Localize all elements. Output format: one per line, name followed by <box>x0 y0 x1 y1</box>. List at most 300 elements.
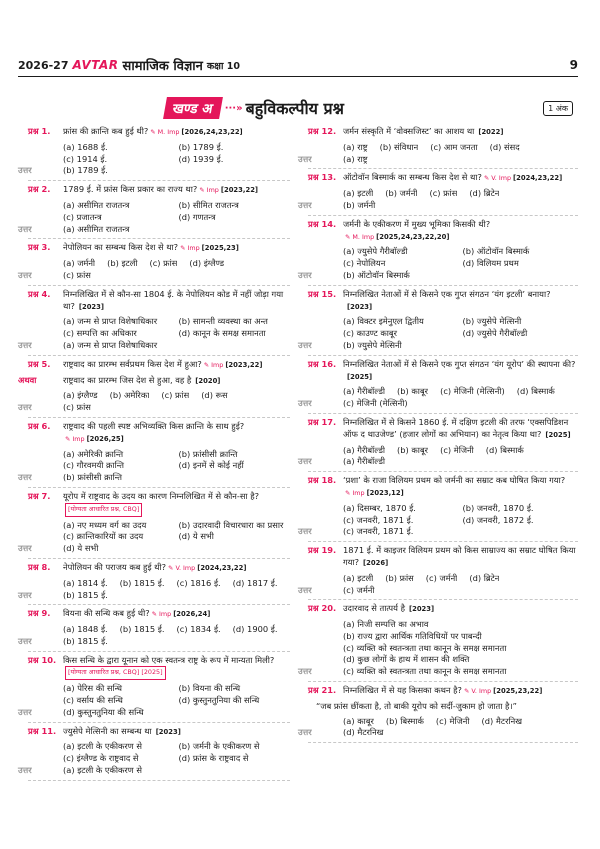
importance-tag <box>77 302 104 314</box>
option-item: (a) काबूर <box>343 715 374 726</box>
option-item: (d) इनमें से कोई नहीं <box>178 460 244 471</box>
option-item: (d) रूस <box>201 390 228 401</box>
answer-text: (b) ज्युसेपे मेत्सिनी <box>343 339 402 350</box>
answer-text: (c) जनवरी, 1871 ई. <box>343 526 414 537</box>
edit-icon: ✎ <box>483 174 492 183</box>
edit-icon: ✎ <box>199 186 207 195</box>
question-text: उदारवाद से तात्पर्य है <box>343 603 405 614</box>
option-item: (a) राष्ट्र <box>343 141 368 152</box>
exam-years-value: [2020] <box>195 376 221 385</box>
option-item: (c) गौरवमयी क्रान्ति <box>63 460 125 471</box>
question-number: प्रश्न 12. <box>308 126 337 136</box>
question-item <box>28 655 290 681</box>
option-item: (a) 1848 ई. <box>63 624 108 635</box>
option-item: (b) बिस्मार्क <box>385 715 424 726</box>
question-item <box>28 289 290 314</box>
answer-line <box>298 526 578 538</box>
option-item: (a) अमेरिकी क्रान्ति <box>63 448 124 459</box>
options-list <box>308 503 578 527</box>
divider <box>308 413 578 414</box>
option-item: (a) विक्टर इमेनुएल द्वितीय <box>343 316 424 327</box>
option-item: (c) 1816 ई. <box>176 577 221 588</box>
question-number: प्रश्न 4. <box>28 288 51 299</box>
options-list <box>28 683 290 707</box>
importance-tag <box>65 434 124 446</box>
question-item <box>28 608 290 621</box>
importance-label: M. Imp <box>352 232 375 241</box>
option-item: (a) 1814 ई. <box>63 577 108 588</box>
question-item <box>308 685 578 698</box>
question-number: प्रश्न 6. <box>28 420 51 431</box>
edit-icon: ✎ <box>463 687 472 696</box>
option-item: (d) ज्युसेपे गैरीबॉल्डी <box>462 328 528 339</box>
option-item: (b) सामन्ती व्यवस्था का अन्त <box>178 316 268 327</box>
question-number: प्रश्न 18. <box>308 475 337 486</box>
option-item: (b) काबूर <box>397 386 429 397</box>
importance-label: V. Imp <box>471 687 492 696</box>
section-heading <box>165 97 344 119</box>
answer-label: उत्तर <box>18 339 32 350</box>
importance-label: Imp <box>159 610 172 619</box>
question-item <box>308 545 578 570</box>
question-text: राष्ट्रवाद की पहली स्पष्ट अभिव्यक्ति किस क्रान्ति के साथ हुई? <box>63 420 245 431</box>
divider <box>28 417 290 418</box>
question-item <box>308 417 578 442</box>
running-header <box>18 56 578 74</box>
exam-years: [2025] <box>347 372 373 381</box>
question-text: निम्नलिखित में से किसने 1860 ई. में दक्षिण इटली की तरफ ‘एक्सपिडिशन ऑफ द थाउजेण्ड’ (हजार लोगों का अभियान) का नेतृत्व किया था? <box>343 416 569 439</box>
answer-text: (b) जर्मनी <box>343 199 376 210</box>
question-item <box>28 562 290 575</box>
question-item <box>28 126 290 139</box>
answer-text: (d) मैटरनिख <box>343 727 384 738</box>
answer-label: उत्तर <box>18 589 32 600</box>
option-item: (a) जर्मनी <box>63 258 96 269</box>
answer-line <box>18 339 290 352</box>
option-item: (a) नए मध्यम वर्ग का उदय <box>63 519 147 530</box>
divider <box>28 238 290 239</box>
answer-label: उत्तर <box>298 269 312 280</box>
divider <box>28 558 290 559</box>
exam-years: [2023,12] <box>366 488 404 497</box>
answer-label: उत्तर <box>298 456 312 467</box>
divider <box>28 722 290 723</box>
importance-tag <box>65 666 166 680</box>
answer-line <box>298 584 578 597</box>
answer-text: (a) जन्म से प्राप्त विशेषाधिकार <box>63 339 158 350</box>
exam-years: [2026,24] <box>173 610 211 619</box>
option-item: (c) फ्रांस <box>161 390 190 401</box>
option-item: (c) सम्पत्ति का अधिकार <box>63 328 137 339</box>
answer-text: (d) ये सभी <box>63 543 99 554</box>
option-item: (a) 1688 ई. <box>63 141 108 152</box>
question-item <box>308 475 578 500</box>
question-number: प्रश्न 21. <box>308 685 337 696</box>
importance-label: Imp <box>352 488 365 497</box>
exam-years: [2023] <box>78 302 104 311</box>
divider <box>308 168 578 169</box>
answer-label: उत्तर <box>298 526 312 537</box>
left-column <box>18 126 290 784</box>
question-number: प्रश्न 17. <box>308 416 337 427</box>
option-item: (c) काउण्ट काबूर <box>343 328 398 339</box>
importance-label: Imp <box>187 244 200 253</box>
question-number: प्रश्न 3. <box>28 242 51 253</box>
divider <box>308 355 578 356</box>
option-item: (b) फ्रांसीसी क्रान्ति <box>178 448 238 459</box>
options-list <box>308 445 578 457</box>
answer-label: उत्तर <box>18 472 32 483</box>
importance-tag <box>204 360 263 372</box>
option-item: (b) सीमित राजतन्त्र <box>178 199 239 210</box>
edit-icon: ✎ <box>65 434 73 443</box>
option-item: (a) पेरिस की सन्धि <box>63 683 123 694</box>
option-item: (d) कुछ लोगों के हाथ में शासन की शक्ति <box>343 654 470 665</box>
page-number: 9 <box>569 58 578 72</box>
options-list <box>308 716 578 728</box>
answer-line <box>18 223 290 236</box>
option-item: (a) दिसम्बर, 1870 ई. <box>343 502 416 513</box>
question-text: वियना की सन्धि कब हुई थी? <box>63 608 150 619</box>
question-number: प्रश्न 16. <box>308 358 337 369</box>
question-item <box>28 421 290 446</box>
question-text: नेपोलियन की पराजय कब हुई थी? <box>63 561 167 572</box>
class-label: कक्षा 10 <box>206 60 240 72</box>
option-item: (a) गैरीबॉल्डी <box>343 386 386 397</box>
options-list <box>28 520 290 544</box>
question-item <box>308 219 578 244</box>
importance-tag <box>407 604 434 616</box>
exam-years: [2026,25] <box>86 434 124 443</box>
exam-years: [2023] <box>347 302 373 311</box>
alternate-label: अथवा <box>18 374 37 385</box>
edit-icon: ✎ <box>203 360 212 369</box>
importance-label: Imp <box>72 434 85 443</box>
question-item <box>308 603 578 616</box>
options-list <box>28 624 290 636</box>
option-item: (d) मैटरनिख <box>481 715 523 726</box>
options-list <box>28 142 290 166</box>
answer-label: उत्तर <box>18 635 32 646</box>
answer-text: (a) इटली के एकीकरण से <box>63 765 142 776</box>
answer-line <box>18 472 290 484</box>
answer-line <box>18 402 290 414</box>
exam-years: [2022] <box>478 128 504 136</box>
option-item: (a) इटली <box>343 188 374 199</box>
importance-label: V. Imp <box>491 174 512 183</box>
importance-tag <box>152 609 211 621</box>
answer-label: उत्तर <box>298 666 312 677</box>
importance-tag <box>180 243 239 255</box>
section-title: बहुविकल्पीय प्रश्न <box>245 99 344 118</box>
divider <box>28 651 290 652</box>
edit-icon: ✎ <box>168 563 176 572</box>
answer-line <box>298 456 578 468</box>
divider <box>28 780 290 781</box>
option-item: (c) मेजिनी <box>435 715 470 726</box>
question-text: निम्नलिखित में से यह किसका कथन है? <box>343 685 462 696</box>
divider <box>28 487 290 488</box>
divider <box>28 285 290 286</box>
question-text: जर्मन संस्कृति में ‘वोक्सजिस्ट’ का आशय था <box>343 126 475 136</box>
question-text: ज्युसेपे मेत्सिनी का सम्बन्ध था <box>63 725 152 736</box>
options-list <box>308 142 578 154</box>
option-item: (b) इटली <box>107 258 138 269</box>
option-item: (c) 1914 ई. <box>63 153 108 164</box>
question-number: प्रश्न 15. <box>308 288 337 299</box>
answer-line <box>18 165 290 177</box>
option-item: (c) मेजिनी <box>440 444 474 455</box>
option-item: (d) बिस्मार्क <box>485 444 524 455</box>
right-column <box>298 126 578 746</box>
question-text: फ्रांस की क्रान्ति कब हुई थी? <box>63 126 149 136</box>
answer-text: (c) फ्रांस <box>63 269 91 280</box>
question-text: 1871 ई. में काइजर विलियम प्रथम को किस साम्राज्य का सम्राट घोषित किया गया? <box>343 545 576 567</box>
question-item <box>28 726 290 739</box>
section-tag: खण्ड अ <box>163 97 223 119</box>
answer-line <box>298 727 578 739</box>
option-item: (d) इंग्लैण्ड <box>189 258 225 269</box>
answer-line <box>18 589 290 602</box>
question-text: जर्मनी के एकीकरण में मुख्य भूमिका किसकी थी? <box>343 218 491 229</box>
option-item: (c) प्रजातन्त्र <box>63 211 102 222</box>
option-item: (d) कुस्तुनतुनिया की सन्धि <box>178 695 260 706</box>
answer-label: उत्तर <box>18 402 32 413</box>
option-item: (b) काबूर <box>397 444 429 455</box>
answer-line <box>18 269 290 282</box>
exam-years: [2025] <box>545 430 571 439</box>
exam-years: [2023,22] <box>225 360 263 369</box>
option-item: (b) वियना की सन्धि <box>178 683 241 694</box>
answer-text: (c) मेजिनी (मेत्सिनी) <box>343 398 408 409</box>
answer-text: (a) गैरीबॉल्डी <box>343 456 386 467</box>
option-item: (b) फ्रांस <box>385 572 414 583</box>
importance-tag <box>199 185 258 197</box>
options-list <box>308 619 578 666</box>
option-item: (b) जर्मनी <box>385 188 418 199</box>
exam-years: [2025,23] <box>201 244 239 253</box>
question-number: प्रश्न 13. <box>308 172 337 183</box>
question-text: 1789 ई. में फ्रांस किस प्रकार का राज्य था? <box>63 184 198 195</box>
importance-label: Imp <box>211 360 224 369</box>
arrow-icon: ···» <box>224 102 243 114</box>
option-item: (d) 1900 ई. <box>232 624 278 635</box>
answer-text: (c) व्यक्ति को स्वतन्त्रता तथा कानून के समक्ष समानता <box>343 666 507 677</box>
importance-tag <box>476 127 503 139</box>
options-list <box>28 741 290 765</box>
question-item <box>28 359 290 372</box>
option-item: (d) ब्रिटेन <box>469 572 500 583</box>
answer-label: उत्तर <box>298 153 312 164</box>
competency-tag: [योग्यता आधारित प्रश्न, CBQ] [2025] <box>68 668 163 677</box>
importance-tag <box>345 488 404 500</box>
answer-text: (c) जर्मनी <box>343 584 375 595</box>
divider <box>308 599 578 600</box>
answer-line <box>18 706 290 719</box>
importance-label: V. Imp <box>175 563 196 572</box>
answer-line <box>298 199 578 212</box>
exam-years: [2026] <box>363 558 389 567</box>
option-item: (c) व्यक्ति को स्वतन्त्रता तथा कानून के समक्ष समानता <box>343 642 507 653</box>
option-item: (c) फ्रांस <box>149 258 178 269</box>
importance-tag <box>154 727 181 739</box>
option-item: (a) गैरीबॉल्डी <box>343 444 386 455</box>
importance-tag <box>65 503 142 517</box>
option-item: (b) ज्युसेपे मेत्सिनी <box>462 316 522 327</box>
competency-tag: [योग्यता आधारित प्रश्न, CBQ] <box>68 504 140 513</box>
answer-text: (d) कुस्तुनतुनिया की सन्धि <box>63 706 144 717</box>
question-item <box>308 359 578 384</box>
divider <box>308 681 578 682</box>
option-item: (c) फ्रांस <box>429 188 458 199</box>
option-item: (b) जनवरी, 1870 ई. <box>462 502 534 513</box>
answer-label: उत्तर <box>18 706 32 717</box>
option-item: (b) जर्मनी के एकीकरण से <box>178 741 260 752</box>
answer-label: उत्तर <box>18 165 32 176</box>
question-text: ‘प्रशा’ के राजा विलियम प्रथम को जर्मनी का सम्राट कब घोषित किया गया? <box>343 475 566 486</box>
option-item: (b) 1815 ई. <box>119 624 165 635</box>
answer-line <box>298 666 578 678</box>
answer-label: उत्तर <box>18 765 32 776</box>
edition-year: 2026-27 <box>18 58 69 72</box>
question-number: प्रश्न 10. <box>28 654 57 665</box>
question-text: नेपोलियन का सम्बन्ध किस देश से था? <box>63 242 179 253</box>
answer-label: उत्तर <box>298 339 312 350</box>
options-list <box>308 573 578 585</box>
divider <box>308 541 578 542</box>
options-list <box>308 316 578 340</box>
option-item: (d) फ्रांस के राष्ट्रवाद से <box>178 753 249 764</box>
option-item: (d) ब्रिटेन <box>469 188 500 199</box>
answer-label: उत्तर <box>18 269 32 280</box>
subject-title: सामाजिक विज्ञान <box>122 59 203 74</box>
importance-tag <box>543 430 570 442</box>
question-number: प्रश्न 2. <box>28 184 51 195</box>
question-number: प्रश्न 7. <box>28 490 51 501</box>
answer-line <box>298 398 578 410</box>
answer-line <box>18 765 290 777</box>
options-list <box>28 390 290 402</box>
question-text: किस सन्धि के द्वारा यूनान को एक स्वतन्त्र राष्ट्र के रूप में मान्यता मिली? <box>63 654 275 665</box>
answer-text: (c) फ्रांस <box>63 402 91 413</box>
option-item: (a) असीमित राजतन्त्र <box>63 199 130 210</box>
question-number: प्रश्न 14. <box>308 218 337 229</box>
question-number: प्रश्न 9. <box>28 608 51 619</box>
option-item: (a) ज्युसेपे गैरीबॉल्डी <box>343 246 408 257</box>
importance-tag <box>361 558 388 570</box>
option-item: (a) निजी सम्पत्ति का अभाव <box>343 619 429 630</box>
answer-label: उत्तर <box>298 199 312 210</box>
exam-years <box>193 376 220 388</box>
exam-years: [2025,24,23,22,20] <box>376 232 450 241</box>
option-item: (b) राज्य द्वारा आर्थिक गतिविधियों पर पाबन्दी <box>343 630 482 641</box>
options-list <box>28 449 290 473</box>
answer-label: उत्तर <box>298 584 312 595</box>
answer-text: (a) राष्ट्र <box>343 153 368 164</box>
options-list <box>28 578 290 590</box>
option-item: (c) आम जनता <box>430 141 478 152</box>
question-item <box>308 126 578 139</box>
answer-line <box>298 153 578 166</box>
option-item: (b) उदारवादी विचारधारा का प्रसार <box>178 519 284 530</box>
option-item: (b) ऑटोवॉन बिस्मार्क <box>462 246 530 257</box>
option-item: (b) 1789 ई. <box>178 141 224 152</box>
answer-text: (b) 1815 ई. <box>63 589 108 600</box>
option-item: (c) नेपोलियन <box>343 258 386 269</box>
option-item: (b) संविधान <box>379 141 419 152</box>
options-list <box>28 200 290 224</box>
question-number: प्रश्न 11. <box>28 725 57 736</box>
edit-icon: ✎ <box>180 244 188 253</box>
question-item <box>308 289 578 314</box>
options-list <box>28 316 290 340</box>
answer-text: (b) फ्रांसीसी क्रान्ति <box>63 472 123 483</box>
answer-label: उत्तर <box>298 727 312 738</box>
answer-label: उत्तर <box>298 398 312 409</box>
exam-years: [2023] <box>408 605 435 614</box>
header-rule <box>18 76 578 77</box>
option-item: (d) गणतन्त्र <box>178 211 216 222</box>
divider <box>308 285 578 286</box>
answer-label: उत्तर <box>18 223 32 234</box>
answer-text: (a) असीमित राजतन्त्र <box>63 223 130 234</box>
divider <box>308 471 578 472</box>
importance-tag <box>345 302 372 314</box>
answer-text: (b) 1789 ई. <box>63 165 108 176</box>
option-item: (a) इंग्लैण्ड <box>63 390 98 401</box>
option-item: (c) जनवरी, 1871 ई. <box>343 514 414 525</box>
answer-line <box>18 635 290 648</box>
question-item <box>28 491 290 517</box>
options-list <box>308 188 578 200</box>
option-item: (c) क्रान्तिकारियों का उदय <box>63 531 144 542</box>
option-item: (a) जन्म से प्राप्त विशेषाधिकार <box>63 316 158 327</box>
question-item <box>308 172 578 185</box>
option-item: (d) 1939 ई. <box>178 153 224 164</box>
answer-label: उत्तर <box>18 543 32 554</box>
divider <box>308 215 578 216</box>
importance-tag <box>484 173 562 185</box>
option-item: (b) अमेरिका <box>109 390 150 401</box>
importance-label: Imp <box>206 186 219 195</box>
quote-text: “जब फ्रांस छींकता है, तो बाकी यूरोप को सर्दी-जुकाम हो जाता है।” <box>316 700 517 711</box>
option-item: (c) जर्मनी <box>425 572 458 583</box>
exam-years: [2024,23,22] <box>197 563 247 572</box>
exam-years: [2026,24,23,22] <box>181 128 243 136</box>
option-item: (d) बिस्मार्क <box>516 386 555 397</box>
option-item: (c) इंग्लैण्ड के राष्ट्रवाद से <box>63 753 139 764</box>
option-item: (d) विलियम प्रथम <box>462 258 519 269</box>
importance-tag <box>345 232 449 244</box>
option-item: (a) इटली के एकीकरण से <box>63 741 142 752</box>
options-list <box>308 386 578 398</box>
question-number: प्रश्न 1. <box>28 126 51 136</box>
edit-icon: ✎ <box>150 128 158 136</box>
divider <box>28 604 290 605</box>
options-list <box>308 246 578 270</box>
question-text: ऑटोवॉन बिस्मार्क का सम्बन्ध किस देश से था? <box>343 172 482 183</box>
option-item: (d) कानून के समक्ष समानता <box>178 328 266 339</box>
importance-tag <box>168 563 246 575</box>
option-item: (d) संसद <box>489 141 520 152</box>
exam-years: [2024,23,22] <box>513 174 563 183</box>
edit-icon: ✎ <box>345 488 353 497</box>
question-number: प्रश्न 20. <box>308 603 337 614</box>
answer-text: (b) ऑटोवॉन बिस्मार्क <box>343 269 410 280</box>
question-text: निम्नलिखित नेताओं में से किसने एक गुप्त संगठन ‘यंग इटली’ बनाया? <box>343 288 551 299</box>
answer-line <box>298 339 578 352</box>
importance-tag <box>150 127 242 139</box>
